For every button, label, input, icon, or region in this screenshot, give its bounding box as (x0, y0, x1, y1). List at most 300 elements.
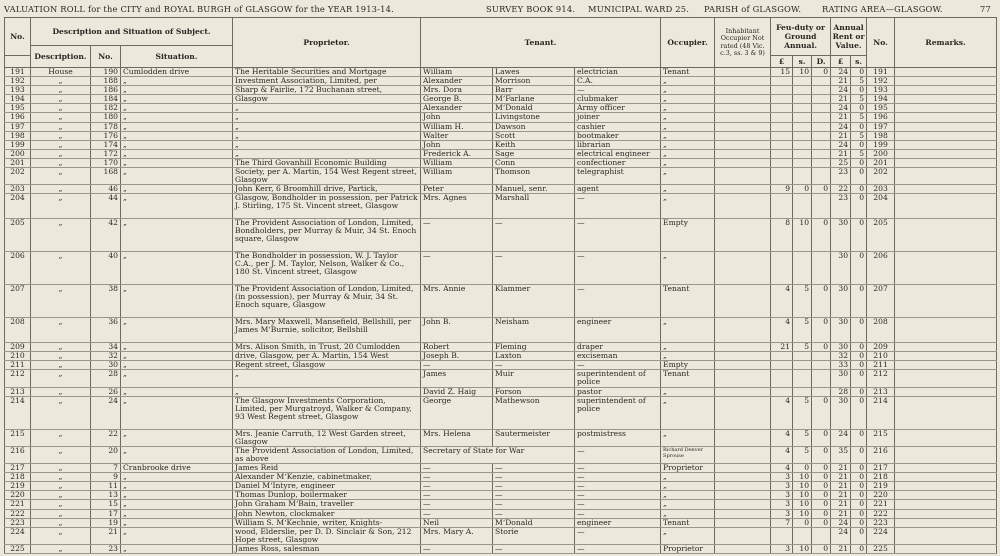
row-occupier: „ (661, 122, 715, 131)
row-tenant-last: Dawson (493, 122, 575, 131)
row-rent-shillings: 0 (851, 429, 867, 446)
row-situation: „ (121, 482, 233, 491)
row-number: 223 (5, 518, 31, 527)
row-number: 207 (5, 285, 31, 318)
row-situation: „ (121, 158, 233, 167)
row-description: „ (31, 140, 91, 149)
row-feu-shillings: 0 (793, 518, 812, 527)
row-description: „ (31, 131, 91, 140)
row-tenant-last: Storie (493, 527, 575, 544)
row-occupier: „ (661, 509, 715, 518)
col-no: No. (5, 18, 31, 56)
row-house-number: 34 (91, 343, 121, 352)
row-house-number: 36 (91, 318, 121, 343)
row-number: 199 (5, 140, 31, 149)
row-tenant-last: M‘Donald (493, 518, 575, 527)
row-feu-pounds: 4 (771, 429, 793, 446)
row-feu-shillings (793, 122, 812, 131)
row-situation: „ (121, 544, 233, 553)
row-feu-pounds: 4 (771, 396, 793, 429)
row-number: 217 (5, 464, 31, 473)
row-tenant-last: Neisham (493, 318, 575, 343)
row-feu-shillings (793, 370, 812, 387)
row-feu-pounds (771, 194, 793, 219)
row-tenant-last: Conn (493, 158, 575, 167)
row-feu-pounds: 3 (771, 509, 793, 518)
row-tenant-first: Secretary of State for War (421, 446, 575, 463)
table-row (5, 446, 997, 463)
row-tenant-first: George B. (421, 95, 493, 104)
row-tenant-trade: — (575, 482, 661, 491)
row-feu-pence: 0 (812, 429, 831, 446)
table-row (5, 518, 997, 527)
row-occupier: „ (661, 185, 715, 194)
row-rent-pounds: 24 (831, 518, 851, 527)
table-row (5, 122, 997, 131)
row-feu-shillings (793, 252, 812, 285)
row-tenant-trade: — (575, 86, 661, 95)
row-house-number: 22 (91, 429, 121, 446)
row-house-number: 170 (91, 158, 121, 167)
row-number: 208 (5, 318, 31, 343)
row-house-number: 182 (91, 104, 121, 113)
row-number: 215 (5, 429, 31, 446)
row-feu-shillings (793, 527, 812, 544)
row-feu-pounds: 3 (771, 500, 793, 509)
row-tenant-trade: — (575, 252, 661, 285)
row-situation: „ (121, 370, 233, 387)
row-tenant-first: — (421, 473, 493, 482)
row-number-right: 220 (867, 491, 895, 500)
row-rent-pounds: 30 (831, 285, 851, 318)
row-tenant-trade: joiner (575, 113, 661, 122)
row-situation: „ (121, 185, 233, 194)
table-row (5, 491, 997, 500)
row-remarks (895, 185, 997, 194)
row-proprietor: „ (233, 104, 421, 113)
row-tenant-last: Mathewson (493, 396, 575, 429)
row-feu-pounds: 3 (771, 473, 793, 482)
row-rent-pounds: 25 (831, 158, 851, 167)
row-tenant-trade: cashier (575, 122, 661, 131)
row-number-right: 208 (867, 318, 895, 343)
row-number-right: 204 (867, 194, 895, 219)
row-situation: „ (121, 77, 233, 86)
row-feu-pounds (771, 168, 793, 185)
row-number-right: 212 (867, 370, 895, 387)
row-number-right: 206 (867, 252, 895, 285)
row-inhabitant (715, 252, 771, 285)
row-tenant-trade: — (575, 544, 661, 553)
row-tenant-last: Fleming (493, 343, 575, 352)
row-remarks (895, 252, 997, 285)
row-situation: Cumlodden drive (121, 68, 233, 77)
table-row (5, 352, 997, 361)
row-occupier: „ (661, 482, 715, 491)
parish: PARISH of GLASGOW. (704, 4, 802, 14)
row-feu-shillings: 5 (793, 318, 812, 343)
row-rent-pounds: 30 (831, 343, 851, 352)
row-rent-pounds: 30 (831, 252, 851, 285)
row-house-number: 13 (91, 491, 121, 500)
row-tenant-trade: electrician (575, 68, 661, 77)
row-house-number: 20 (91, 446, 121, 463)
row-remarks (895, 352, 997, 361)
row-number: 196 (5, 113, 31, 122)
row-proprietor: James Ross, salesman (233, 544, 421, 553)
row-proprietor: wood, Elderslie, per D. D. Sinclair & Son, 212 Hope street, Glasgow (233, 527, 421, 544)
row-proprietor: James Reid (233, 464, 421, 473)
row-rent-pounds: 28 (831, 387, 851, 396)
row-inhabitant (715, 464, 771, 473)
row-tenant-first: — (421, 491, 493, 500)
row-tenant-trade: draper (575, 343, 661, 352)
row-tenant-last: — (493, 491, 575, 500)
row-rent-pounds: 21 (831, 113, 851, 122)
row-feu-shillings (793, 77, 812, 86)
row-feu-pounds (771, 158, 793, 167)
row-proprietor: drive, Glasgow, per A. Martin, 154 West (233, 352, 421, 361)
row-occupier: Proprietor (661, 464, 715, 473)
row-feu-pounds (771, 252, 793, 285)
row-tenant-trade: clubmaker (575, 95, 661, 104)
row-description: „ (31, 168, 91, 185)
row-rent-pounds: 24 (831, 104, 851, 113)
row-feu-pence (812, 149, 831, 158)
row-number: 203 (5, 185, 31, 194)
row-remarks (895, 370, 997, 387)
row-feu-pounds (771, 113, 793, 122)
table-row (5, 185, 997, 194)
row-proprietor: Investment Association, Limited, per (233, 77, 421, 86)
row-remarks (895, 361, 997, 370)
row-situation: „ (121, 318, 233, 343)
row-rent-shillings: 0 (851, 104, 867, 113)
row-proprietor: Thomas Dunlop, boilermaker (233, 491, 421, 500)
row-number-right: 207 (867, 285, 895, 318)
row-number: 200 (5, 149, 31, 158)
col-proprietor: Proprietor. (233, 18, 421, 68)
row-tenant-trade: — (575, 491, 661, 500)
page-header (0, 0, 1000, 17)
row-rent-pounds: 21 (831, 95, 851, 104)
row-house-number: 21 (91, 527, 121, 544)
row-feu-shillings: 10 (793, 491, 812, 500)
row-feu-pence: 0 (812, 318, 831, 343)
row-house-number: 184 (91, 95, 121, 104)
row-rent-shillings: 0 (851, 194, 867, 219)
row-proprietor: „ (233, 387, 421, 396)
row-house-number: 180 (91, 113, 121, 122)
row-tenant-last: — (493, 464, 575, 473)
row-tenant-last: Morrison (493, 77, 575, 86)
row-rent-shillings: 0 (851, 544, 867, 553)
row-tenant-first: George (421, 396, 493, 429)
row-rent-shillings: 0 (851, 122, 867, 131)
row-number-right: 223 (867, 518, 895, 527)
row-inhabitant (715, 86, 771, 95)
row-feu-pounds (771, 149, 793, 158)
row-tenant-trade: — (575, 285, 661, 318)
row-number-right: 199 (867, 140, 895, 149)
row-tenant-last: Thomson (493, 168, 575, 185)
row-feu-pence: 0 (812, 446, 831, 463)
row-inhabitant (715, 168, 771, 185)
row-remarks (895, 527, 997, 544)
row-feu-pounds: 4 (771, 285, 793, 318)
row-remarks (895, 509, 997, 518)
row-rent-pounds: 32 (831, 352, 851, 361)
row-tenant-trade: C.A. (575, 77, 661, 86)
row-description: „ (31, 343, 91, 352)
row-remarks (895, 482, 997, 491)
row-tenant-first: William (421, 68, 493, 77)
row-rent-pounds: 21 (831, 464, 851, 473)
row-inhabitant (715, 527, 771, 544)
row-remarks (895, 68, 997, 77)
row-tenant-trade: — (575, 464, 661, 473)
row-number: 191 (5, 68, 31, 77)
row-rent-pounds: 21 (831, 77, 851, 86)
row-description: „ (31, 361, 91, 370)
row-feu-pence (812, 122, 831, 131)
table-row (5, 387, 997, 396)
row-description: „ (31, 95, 91, 104)
row-tenant-first: — (421, 252, 493, 285)
row-proprietor: The Provident Association of London, Limited, Bondholders, per Murray & Muir, 34 St. Enoch square, Glasgow (233, 219, 421, 252)
row-number-right: 192 (867, 77, 895, 86)
row-rent-pounds: 30 (831, 318, 851, 343)
row-proprietor: Mrs. Jeanie Carruth, 12 West Garden street, Glasgow (233, 429, 421, 446)
row-feu-pounds (771, 370, 793, 387)
row-remarks (895, 387, 997, 396)
row-number: 201 (5, 158, 31, 167)
row-occupier: Tenant (661, 68, 715, 77)
row-inhabitant (715, 158, 771, 167)
row-feu-pounds (771, 352, 793, 361)
row-occupier: „ (661, 473, 715, 482)
row-number: 210 (5, 352, 31, 361)
row-number-right: 202 (867, 168, 895, 185)
col-rent-shillings: s. (851, 56, 867, 68)
row-rent-shillings: 0 (851, 509, 867, 518)
row-rent-pounds: 23 (831, 194, 851, 219)
row-feu-shillings: 0 (793, 464, 812, 473)
row-situation: „ (121, 131, 233, 140)
row-occupier: „ (661, 429, 715, 446)
row-rent-pounds: 24 (831, 68, 851, 77)
row-situation: „ (121, 509, 233, 518)
row-situation: „ (121, 122, 233, 131)
row-tenant-last: Muir (493, 370, 575, 387)
col-remarks: Remarks. (895, 18, 997, 68)
roll-body (5, 68, 997, 554)
row-feu-pence (812, 194, 831, 219)
row-feu-shillings: 5 (793, 285, 812, 318)
row-rent-pounds: 30 (831, 370, 851, 387)
table-row (5, 68, 997, 77)
row-tenant-trade: engineer (575, 518, 661, 527)
row-number-right: 194 (867, 95, 895, 104)
row-number: 198 (5, 131, 31, 140)
row-occupier: „ (661, 387, 715, 396)
row-description: „ (31, 387, 91, 396)
row-number-right: 213 (867, 387, 895, 396)
row-inhabitant (715, 518, 771, 527)
row-occupier: Proprietor (661, 544, 715, 553)
row-feu-pence: 0 (812, 185, 831, 194)
row-inhabitant (715, 77, 771, 86)
row-rent-pounds: 33 (831, 361, 851, 370)
row-description: House (31, 68, 91, 77)
col-occupier: Occupier. (661, 18, 715, 68)
row-feu-pounds (771, 77, 793, 86)
row-tenant-trade: Army officer (575, 104, 661, 113)
row-feu-pounds: 4 (771, 464, 793, 473)
row-number-right: 225 (867, 544, 895, 553)
row-situation: „ (121, 518, 233, 527)
row-description: „ (31, 318, 91, 343)
row-rent-shillings: 0 (851, 86, 867, 95)
row-house-number: 44 (91, 194, 121, 219)
row-feu-shillings: 0 (793, 185, 812, 194)
row-feu-pence: 0 (812, 464, 831, 473)
row-number: 221 (5, 500, 31, 509)
row-proprietor: The Bondholder in possession, W. J. Taylor C.A., per J. M. Taylor, Nelson, Walker & Co., 180 St. Vincent street, Glasgow (233, 252, 421, 285)
row-feu-shillings: 10 (793, 544, 812, 553)
row-remarks (895, 446, 997, 463)
row-feu-pounds: 3 (771, 482, 793, 491)
row-rent-shillings: 0 (851, 527, 867, 544)
row-tenant-first: Mrs. Annie (421, 285, 493, 318)
row-number-right: 214 (867, 396, 895, 429)
row-tenant-trade: librarian (575, 140, 661, 149)
row-number-right: 191 (867, 68, 895, 77)
row-situation: „ (121, 387, 233, 396)
col-rent-pounds: £ (831, 56, 851, 68)
row-proprietor: Regent street, Glasgow (233, 361, 421, 370)
row-description: „ (31, 396, 91, 429)
row-rent-pounds: 21 (831, 473, 851, 482)
row-house-number: 24 (91, 396, 121, 429)
row-remarks (895, 429, 997, 446)
table-row (5, 252, 997, 285)
row-rent-shillings: 0 (851, 370, 867, 387)
row-situation: „ (121, 219, 233, 252)
row-rent-pounds: 24 (831, 429, 851, 446)
table-row (5, 370, 997, 387)
row-tenant-last: Livingstone (493, 113, 575, 122)
row-tenant-first: John (421, 113, 493, 122)
row-proprietor: „ (233, 140, 421, 149)
row-number-right: 197 (867, 122, 895, 131)
row-inhabitant (715, 140, 771, 149)
row-remarks (895, 219, 997, 252)
row-rent-pounds: 24 (831, 86, 851, 95)
row-tenant-last: — (493, 219, 575, 252)
row-tenant-last: Lawes (493, 68, 575, 77)
row-tenant-last: Marshall (493, 194, 575, 219)
row-description: „ (31, 86, 91, 95)
row-occupier: Empty (661, 361, 715, 370)
row-tenant-first: Peter (421, 185, 493, 194)
table-row (5, 168, 997, 185)
row-remarks (895, 113, 997, 122)
table-row (5, 131, 997, 140)
row-number: 225 (5, 544, 31, 553)
row-feu-pounds: 4 (771, 318, 793, 343)
row-occupier: Empty (661, 219, 715, 252)
row-rent-shillings: 5 (851, 149, 867, 158)
row-occupier: Tenant (661, 370, 715, 387)
row-house-number: 40 (91, 252, 121, 285)
row-house-number: 42 (91, 219, 121, 252)
row-feu-pence (812, 104, 831, 113)
row-tenant-trade: — (575, 527, 661, 544)
row-description: „ (31, 464, 91, 473)
row-situation: „ (121, 252, 233, 285)
row-tenant-last: Scott (493, 131, 575, 140)
row-feu-pence (812, 131, 831, 140)
row-inhabitant (715, 482, 771, 491)
row-situation: „ (121, 343, 233, 352)
row-tenant-last: — (493, 482, 575, 491)
row-number-right: 216 (867, 446, 895, 463)
row-tenant-first: Robert (421, 343, 493, 352)
row-occupier: Tenant (661, 518, 715, 527)
row-inhabitant (715, 113, 771, 122)
row-feu-pounds: 9 (771, 185, 793, 194)
row-occupier: „ (661, 500, 715, 509)
row-feu-shillings (793, 387, 812, 396)
table-row (5, 473, 997, 482)
row-occupier: „ (661, 86, 715, 95)
row-inhabitant (715, 285, 771, 318)
row-occupier: „ (661, 104, 715, 113)
row-tenant-last: Manuel, senr. (493, 185, 575, 194)
row-description: „ (31, 158, 91, 167)
row-feu-pence: 0 (812, 473, 831, 482)
row-number-right: 215 (867, 429, 895, 446)
row-inhabitant (715, 352, 771, 361)
row-tenant-first: Mrs. Dora (421, 86, 493, 95)
row-tenant-trade: pastor (575, 387, 661, 396)
row-tenant-first: Alexander (421, 104, 493, 113)
row-house-number: 190 (91, 68, 121, 77)
row-description: „ (31, 77, 91, 86)
table-row (5, 86, 997, 95)
row-feu-pounds (771, 104, 793, 113)
row-number: 194 (5, 95, 31, 104)
row-rent-shillings: 0 (851, 352, 867, 361)
row-situation: „ (121, 446, 233, 463)
row-feu-shillings: 5 (793, 343, 812, 352)
row-rent-shillings: 0 (851, 387, 867, 396)
row-feu-pence (812, 77, 831, 86)
row-feu-pence: 0 (812, 343, 831, 352)
table-row (5, 194, 997, 219)
row-feu-shillings: 5 (793, 396, 812, 429)
row-number: 224 (5, 527, 31, 544)
row-tenant-last: Keith (493, 140, 575, 149)
row-feu-shillings (793, 104, 812, 113)
row-description: „ (31, 194, 91, 219)
row-remarks (895, 396, 997, 429)
row-tenant-last: — (493, 473, 575, 482)
row-rent-pounds: 24 (831, 122, 851, 131)
row-tenant-first: Joseph B. (421, 352, 493, 361)
col-feu-pounds: £ (771, 56, 793, 68)
